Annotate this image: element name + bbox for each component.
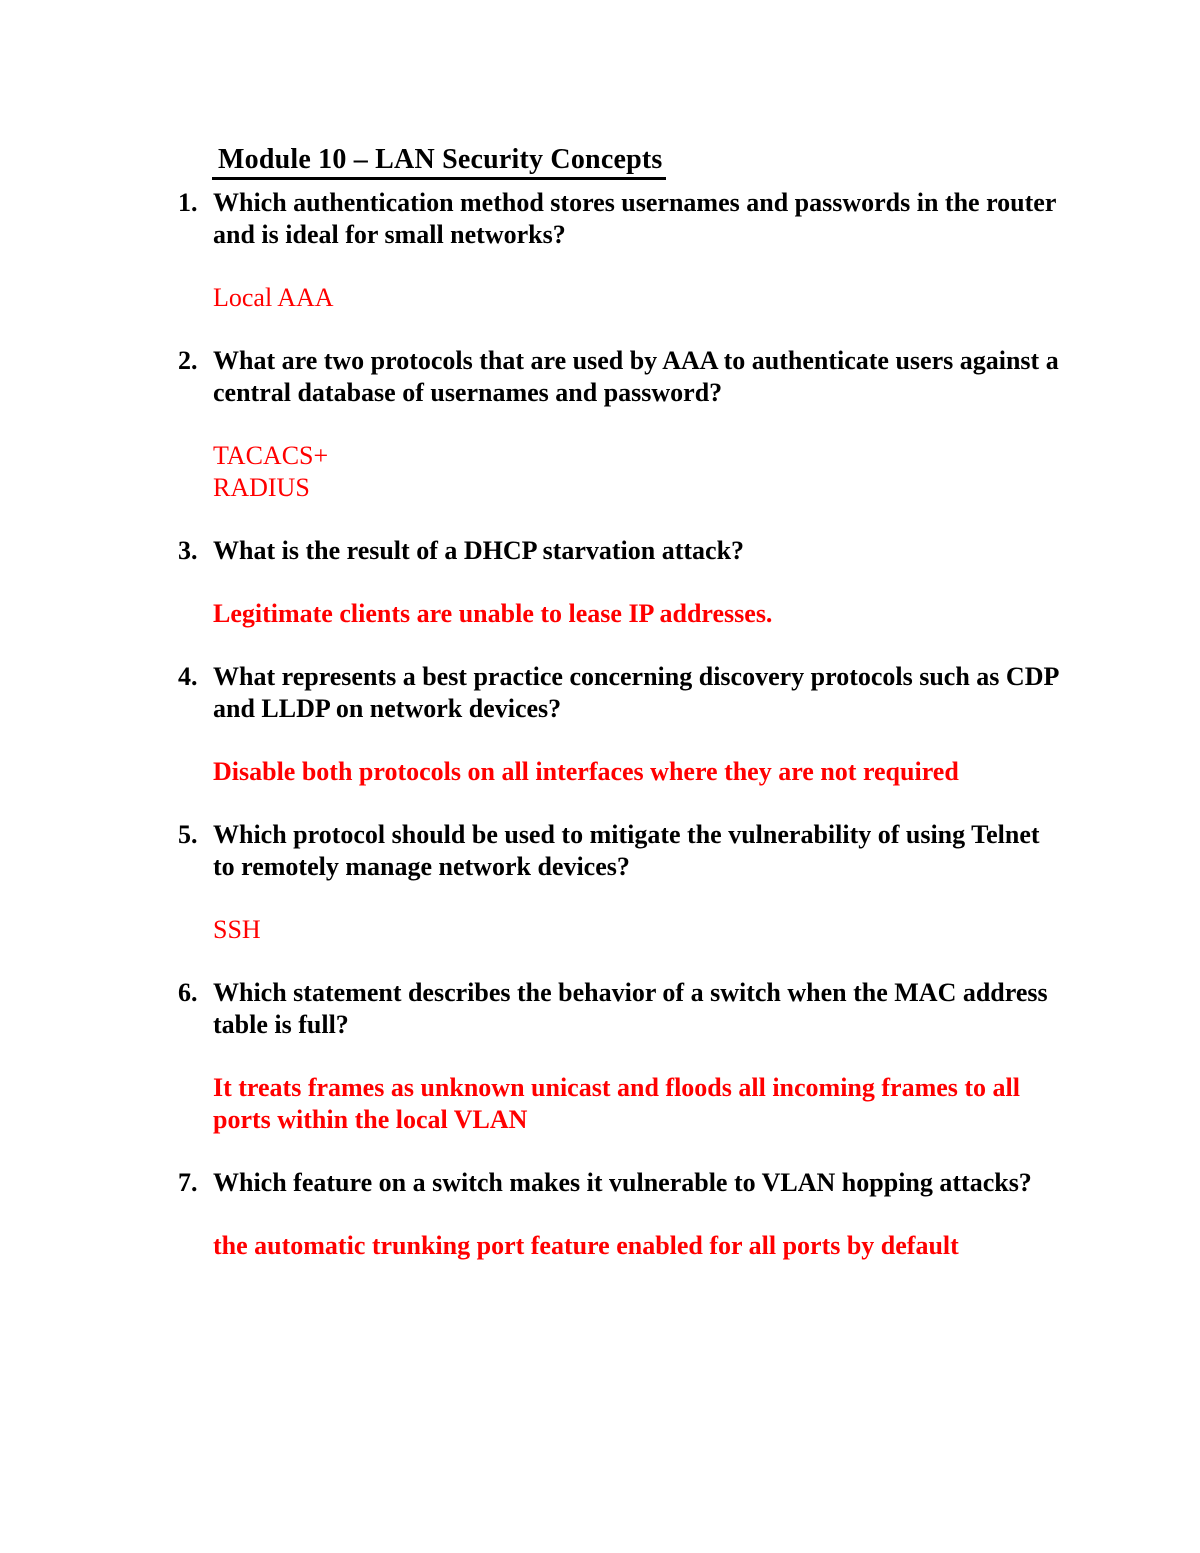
- question-item: [0, 819, 1200, 946]
- answer-text-line: TACACS+: [213, 441, 329, 470]
- answer-text-line: SSH: [213, 915, 261, 944]
- answer-text-line: Disable both protocols on all interfaces where they are not required: [213, 757, 959, 786]
- answer-text-line: Legitimate clients are unable to lease IP addresses.: [213, 599, 773, 628]
- question-block: [0, 187, 1200, 251]
- question-block: [0, 535, 1200, 567]
- question-text-line: Which statement describes the behavior of a switch when the MAC address: [213, 978, 1048, 1007]
- answer-text-line: Local AAA: [213, 283, 334, 312]
- question-block: [0, 345, 1200, 409]
- question-text-line: to remotely manage network devices?: [213, 852, 630, 881]
- question-number: 5.: [178, 820, 198, 849]
- question-item: [0, 1167, 1200, 1262]
- answer-block: [0, 1072, 1200, 1136]
- question-text-line: What are two protocols that are used by AAA to authenticate users against a: [213, 346, 1059, 375]
- question-text-line: Which protocol should be used to mitigate the vulnerability of using Telnet: [213, 820, 1040, 849]
- answer-text-line: RADIUS: [213, 473, 310, 502]
- question-number: 4.: [178, 662, 198, 691]
- question-block: [0, 977, 1200, 1041]
- question-number: 6.: [178, 978, 198, 1007]
- question-text-line: What represents a best practice concerning discovery protocols such as CDP: [213, 662, 1060, 691]
- answer-text-line: the automatic trunking port feature enabled for all ports by default: [213, 1231, 959, 1260]
- question-number: 1.: [178, 188, 198, 217]
- question-list: [0, 187, 1200, 1262]
- question-item: [0, 345, 1200, 504]
- question-block: [0, 661, 1200, 725]
- answer-block: [0, 756, 1200, 788]
- title-row: [212, 143, 1200, 180]
- answer-block: [0, 1230, 1200, 1262]
- question-text-line: Which feature on a switch makes it vulnerable to VLAN hopping attacks?: [213, 1168, 1032, 1197]
- question-number: 2.: [178, 346, 198, 375]
- answer-block: [0, 914, 1200, 946]
- answer-text-line: It treats frames as unknown unicast and floods all incoming frames to all: [213, 1073, 1021, 1102]
- question-block: [0, 819, 1200, 883]
- page-title: Module 10 – LAN Security Concepts: [212, 143, 666, 180]
- question-item: [0, 187, 1200, 314]
- answer-text-line: ports within the local VLAN: [213, 1105, 528, 1134]
- question-text-line: What is the result of a DHCP starvation attack?: [213, 536, 745, 565]
- question-text-line: central database of usernames and password?: [213, 378, 723, 407]
- question-number: 3.: [178, 536, 198, 565]
- question-text-line: Which authentication method stores usernames and passwords in the router: [213, 188, 1057, 217]
- question-item: [0, 661, 1200, 788]
- answer-block: [0, 598, 1200, 630]
- answer-block: [0, 282, 1200, 314]
- question-text-line: and is ideal for small networks?: [213, 220, 566, 249]
- question-item: [0, 977, 1200, 1136]
- question-text-line: and LLDP on network devices?: [213, 694, 562, 723]
- question-number: 7.: [178, 1168, 198, 1197]
- answer-block: [0, 440, 1200, 504]
- question-block: [0, 1167, 1200, 1199]
- question-text-line: table is full?: [213, 1010, 349, 1039]
- question-item: [0, 535, 1200, 630]
